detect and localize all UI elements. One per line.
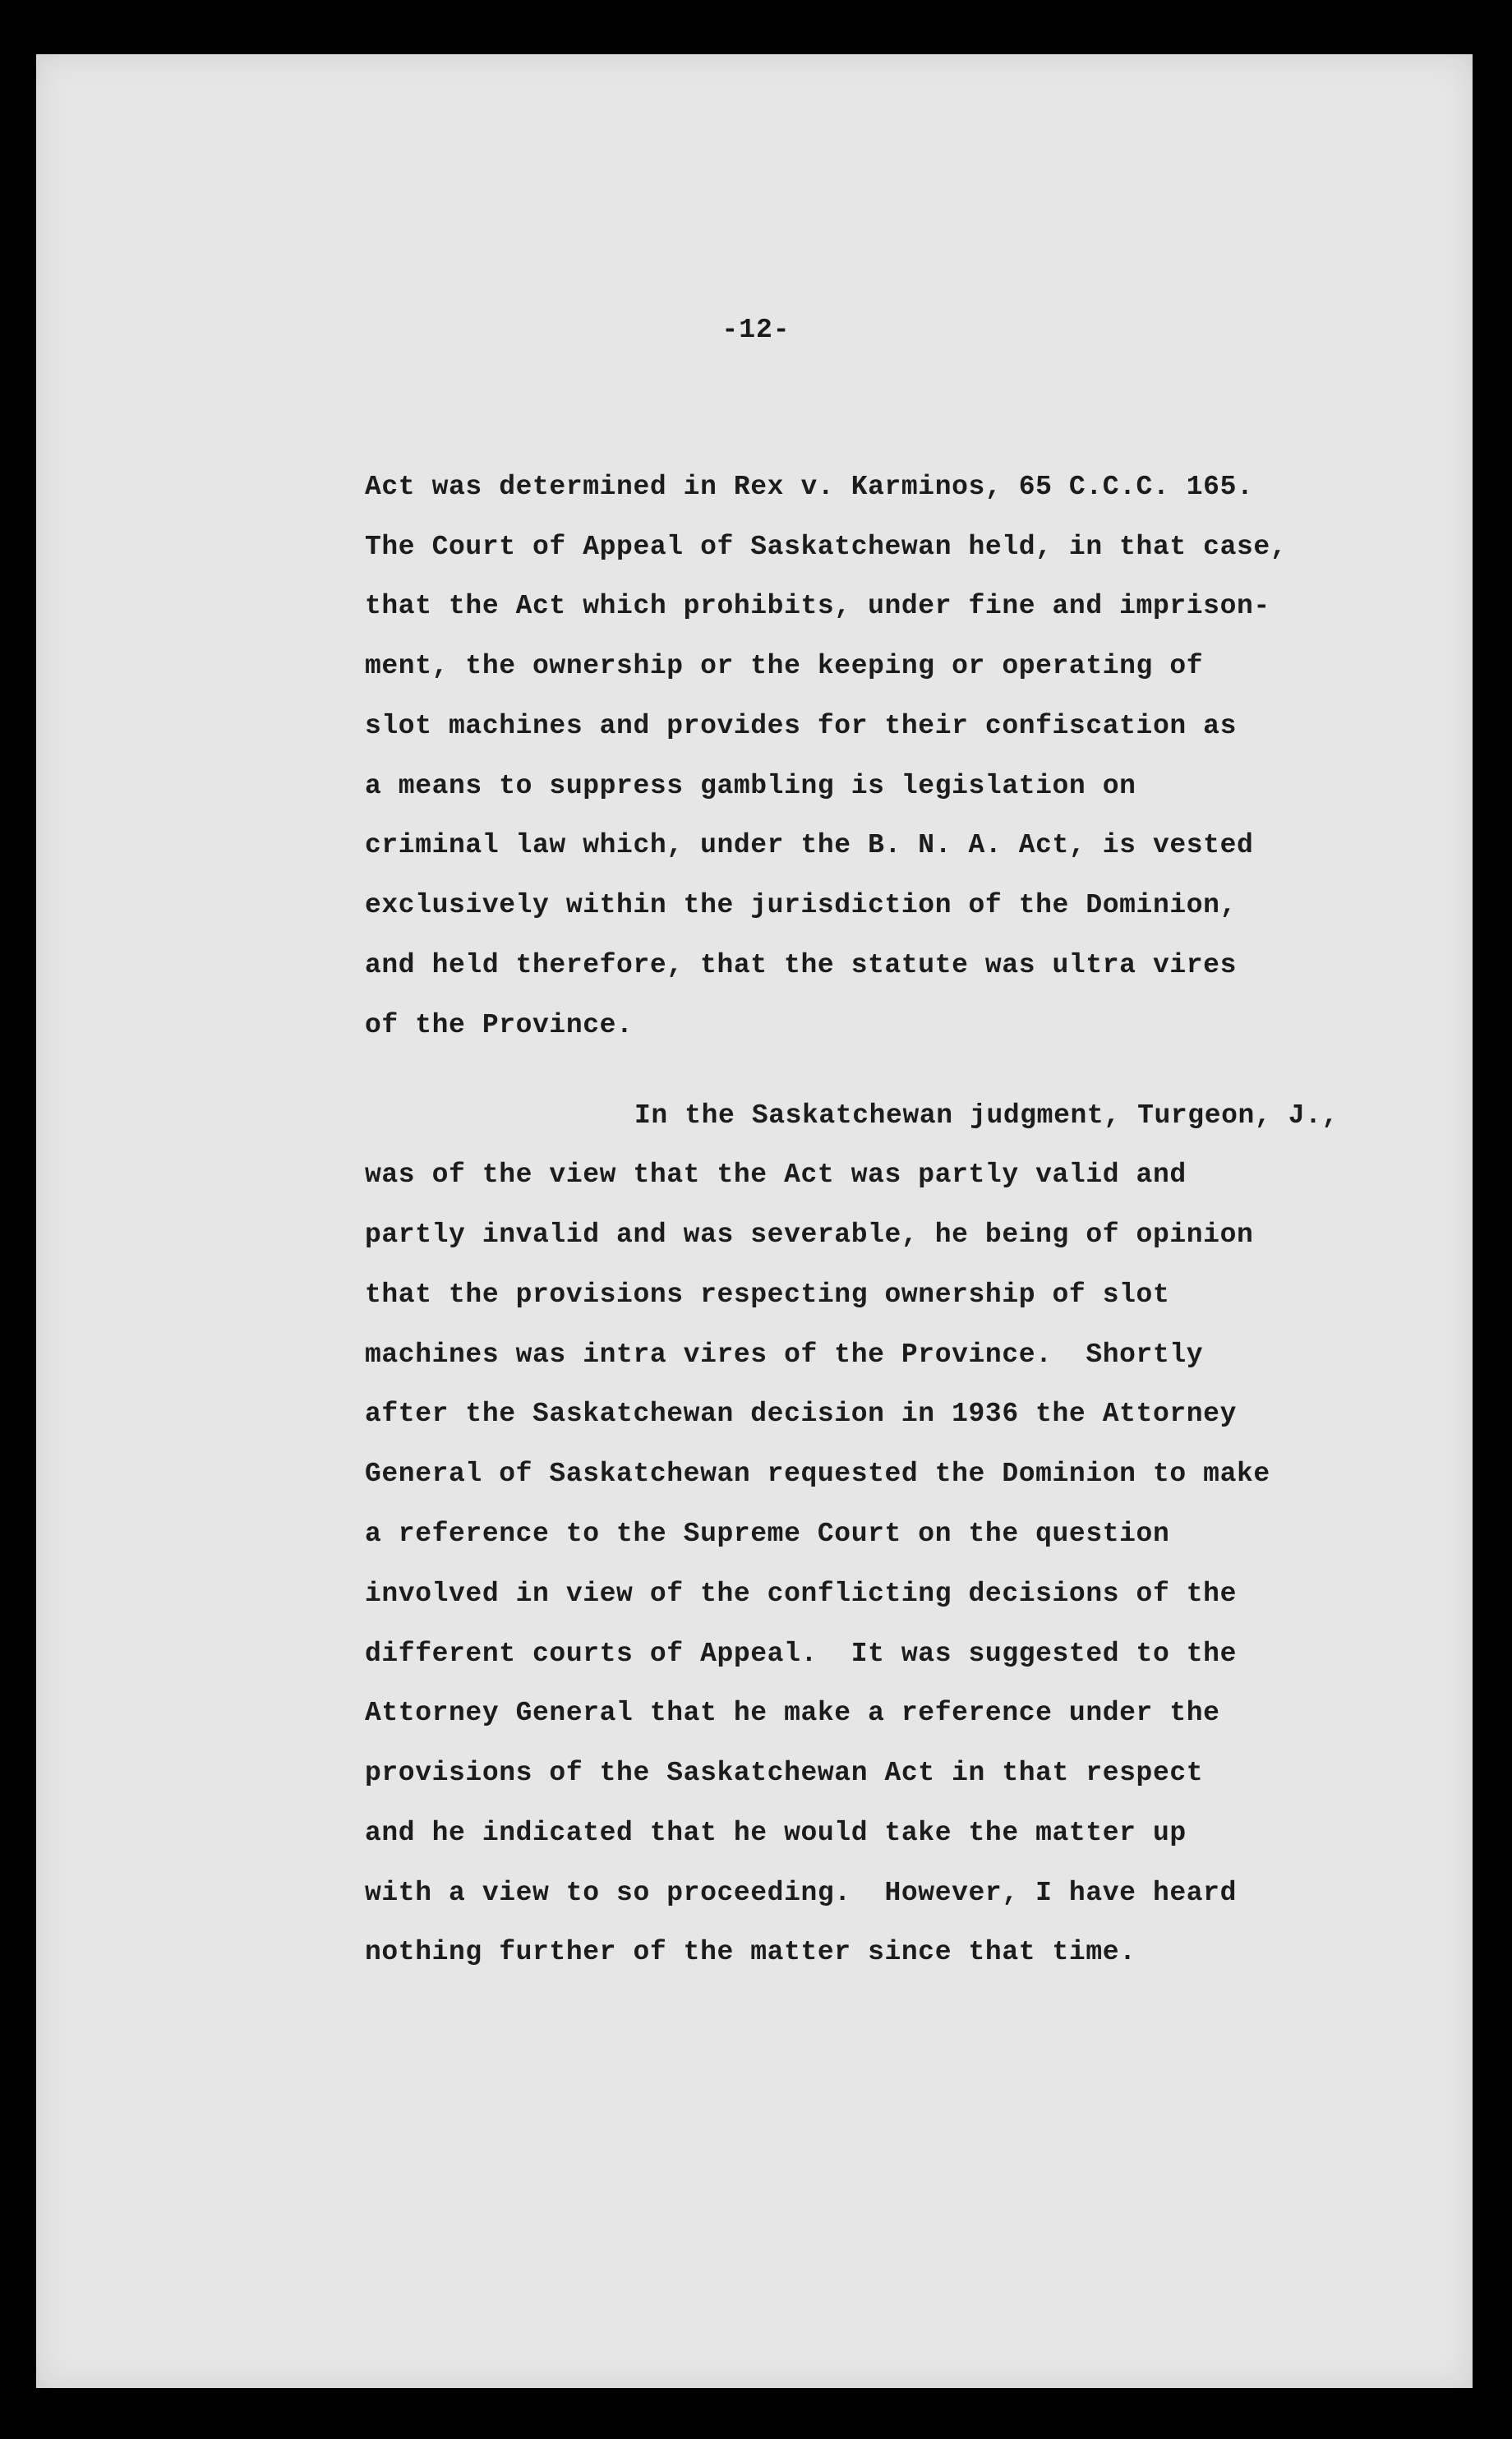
text-line: and he indicated that he would take the matter up bbox=[365, 1818, 1187, 1848]
text-line: of the Province. bbox=[365, 1010, 634, 1040]
text-line: that the Act which prohibits, under fine and imprison- bbox=[365, 591, 1270, 621]
text-line: The Court of Appeal of Saskatchewan held, in that case, bbox=[365, 532, 1288, 562]
text-line: partly invalid and was severable, he being of opinion bbox=[365, 1220, 1254, 1250]
text-line: Attorney General that he make a reference under the bbox=[365, 1698, 1220, 1728]
text-line: exclusively within the jurisdiction of the Dominion, bbox=[365, 890, 1237, 920]
text-line: In the Saskatchewan judgment, Turgeon, J., bbox=[634, 1100, 1339, 1131]
text-line: involved in view of the conflicting decisions of the bbox=[365, 1579, 1237, 1609]
text-line: different courts of Appeal. It was suggested to the bbox=[365, 1639, 1237, 1669]
text-line: ment, the ownership or the keeping or operating of bbox=[365, 651, 1204, 681]
text-line: nothing further of the matter since that time. bbox=[365, 1937, 1136, 1967]
page-number: -12- bbox=[721, 315, 791, 345]
text-line: that the provisions respecting ownership of slot bbox=[365, 1279, 1170, 1310]
text-line: was of the view that the Act was partly valid and bbox=[365, 1160, 1187, 1190]
text-line: a reference to the Supreme Court on the question bbox=[365, 1519, 1170, 1549]
text-line: and held therefore, that the statute was ultra vires bbox=[365, 950, 1237, 980]
text-line: Act was determined in Rex v. Karminos, 65 C.C.C. 165. bbox=[365, 472, 1254, 502]
text-line: a means to suppress gambling is legislation on bbox=[365, 771, 1136, 801]
text-line: General of Saskatchewan requested the Dominion to make bbox=[365, 1459, 1270, 1489]
text-line: provisions of the Saskatchewan Act in that respect bbox=[365, 1758, 1204, 1788]
text-line: criminal law which, under the B. N. A. Act, is vested bbox=[365, 830, 1254, 860]
text-line: slot machines and provides for their confiscation as bbox=[365, 711, 1237, 741]
text-line: machines was intra vires of the Province. Shortly bbox=[365, 1339, 1204, 1370]
text-line: with a view to so proceeding. However, I have heard bbox=[365, 1878, 1237, 1908]
text-line: after the Saskatchewan decision in 1936 the Attorney bbox=[365, 1399, 1237, 1429]
